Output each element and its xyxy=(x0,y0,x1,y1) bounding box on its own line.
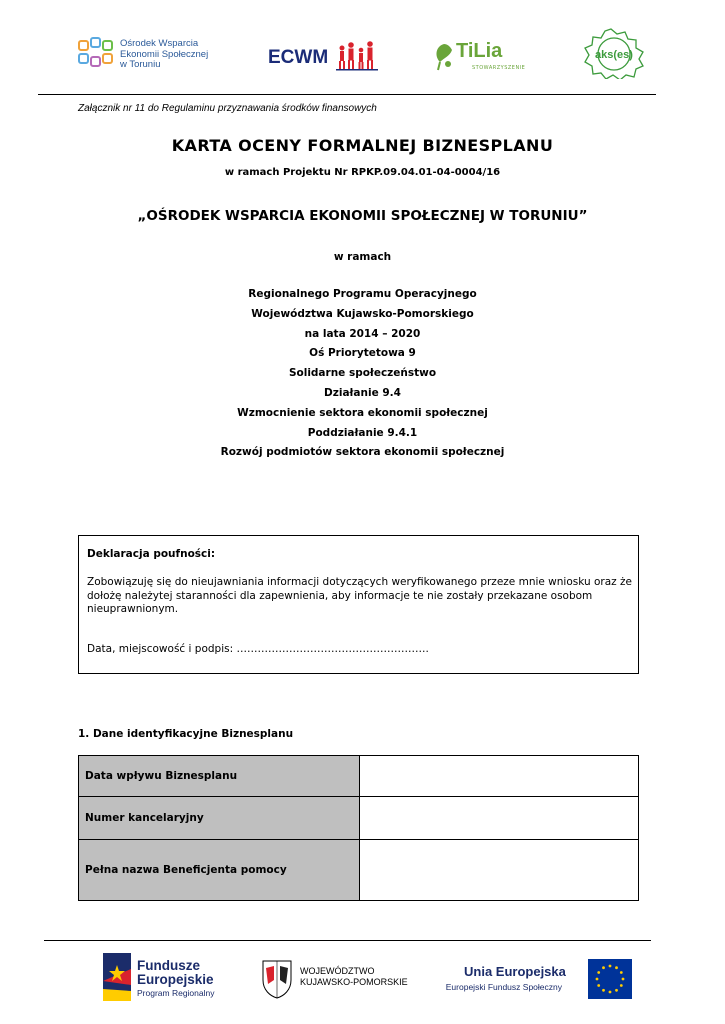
identification-table xyxy=(78,755,639,901)
ows-logo xyxy=(78,37,218,77)
ows-square-blue2 xyxy=(78,53,89,64)
table-label-cell: Pełna nazwa Beneficjenta pomocy xyxy=(79,840,360,901)
header-divider xyxy=(38,94,656,95)
page-title: KARTA OCENY FORMALNEJ BIZNESPLANU xyxy=(171,136,554,155)
program-line: Wzmocnienie sektora ekonomii społecznej xyxy=(237,406,488,419)
ows-logo-text: Ośrodek Wsparcia Ekonomii Społecznej w Toruniu xyxy=(120,38,209,70)
annex-note: Załącznik nr 11 do Regulaminu przyznawania środków finansowych xyxy=(78,103,377,114)
fe-subtitle: Program Regionalny xyxy=(137,988,215,998)
section1-heading: 1. Dane identyfikacyjne Biznesplanu xyxy=(78,728,294,740)
people-icon xyxy=(336,39,378,71)
table-value-cell[interactable] xyxy=(360,797,639,840)
akses-logo-text: aks(es) xyxy=(595,49,633,61)
akses-logo xyxy=(573,27,649,79)
table-row xyxy=(79,840,639,901)
tilia-logo-sub: STOWARZYSZENIE xyxy=(472,65,526,71)
table-label-cell: Data wpływu Biznesplanu xyxy=(79,756,360,797)
ows-square-purple xyxy=(90,56,101,67)
program-line: Solidarne społeczeństwo xyxy=(288,367,437,380)
eu-flag-icon xyxy=(588,959,632,999)
ue-title: Unia Europejska xyxy=(464,964,566,979)
program-line: na lata 2014 – 2020 xyxy=(304,327,421,340)
ows-square-green xyxy=(102,40,113,51)
tilia-logo-text: TiLia xyxy=(456,40,503,62)
program-line: Oś Priorytetowa 9 xyxy=(309,347,416,360)
program-line: Województwa Kujawsko-Pomorskiego xyxy=(251,307,474,320)
wojewodztwo-text: WOJEWÓDZTWO KUJAWSKO-POMORSKIE xyxy=(300,966,408,987)
declaration-heading: Deklaracja poufności: xyxy=(87,548,216,560)
declaration-signature-line[interactable]: Data, miejscowość i podpis: ………………………………………………. xyxy=(87,643,429,655)
table-row xyxy=(79,797,639,840)
coat-of-arms-icon xyxy=(260,958,294,1000)
project-name: „OŚRODEK WSPARCIA EKONOMII SPOŁECZNEJ W TORUNIU” xyxy=(137,208,588,224)
ecwm-logo xyxy=(266,37,378,75)
program-line: Działanie 9.4 xyxy=(324,386,401,399)
fundusze-europejskie-logo xyxy=(101,951,231,1003)
ue-subtitle: Europejski Fundusz Społeczny xyxy=(445,982,562,992)
ows-square-orange xyxy=(78,40,89,51)
table-row xyxy=(79,756,639,797)
ows-square-orange2 xyxy=(102,53,113,64)
w-ramach-label: w ramach xyxy=(333,251,392,263)
confidentiality-declaration xyxy=(78,535,639,674)
fe-star-icon xyxy=(101,951,133,1003)
unia-europejska-logo xyxy=(444,958,634,1002)
wojewodztwo-logo xyxy=(260,958,420,1000)
project-number: w ramach Projektu Nr RPKP.09.04.01-04-0004/16 xyxy=(224,167,501,178)
table-value-cell[interactable] xyxy=(360,756,639,797)
program-line: Poddziałanie 9.4.1 xyxy=(307,426,418,439)
table-value-cell[interactable] xyxy=(360,840,639,901)
table-label-cell: Numer kancelaryjny xyxy=(79,797,360,840)
program-block xyxy=(0,285,725,463)
tilia-logo xyxy=(432,40,526,76)
program-line: Rozwój podmiotów sektora ekonomii społecznej xyxy=(220,446,505,459)
program-line: Regionalnego Programu Operacyjnego xyxy=(248,288,477,300)
ecwm-logo-text: ECWM xyxy=(268,47,329,68)
fe-title: Fundusze Europejskie xyxy=(137,958,214,987)
leaf-icon xyxy=(432,42,456,72)
akses-seal-icon xyxy=(573,27,649,79)
footer-divider xyxy=(44,940,651,941)
eu-stars-icon xyxy=(588,959,632,999)
ows-square-blue xyxy=(90,37,101,48)
declaration-text: Zobowiązuję się do nieujawniania informacji dotyczących weryfikowanego przeze mnie wniosku oraz że dołożę należytej staranności dla zapewnienia, aby informacje te nie zostały przekazane osobom nieuprawnionym. xyxy=(87,576,632,615)
